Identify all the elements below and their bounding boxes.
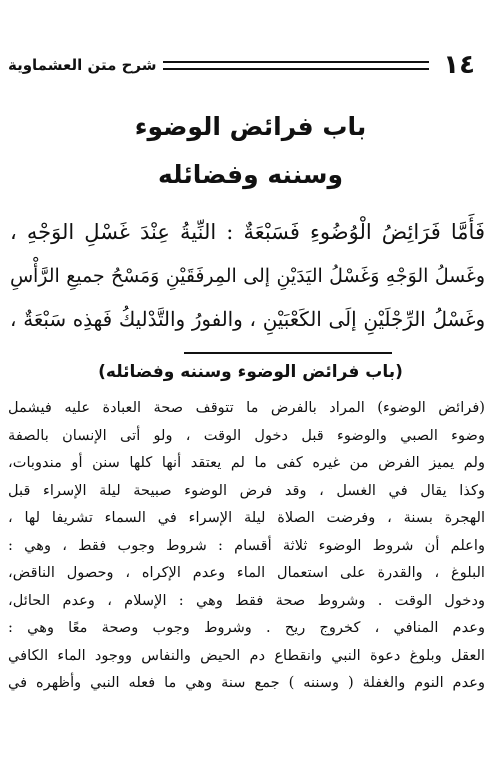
matn-text [10, 210, 485, 342]
commentary-line: الهجرة بسنة ، وفرضت الصلاة ليلة الإسراء في السماء تشريفا لها ، [8, 509, 485, 526]
commentary-heading: (باب فرائض الوضوء وسننه وفضائله) [98, 362, 403, 382]
commentary-line: وكذا يقال في الغسل ، وقد فرض الوضوء صبيحة ليلة الإسراء قبل [8, 481, 485, 499]
commentary-line: البلوغ ، والقدرة على استعمال الماء وعدم الإكراه ، وحصول الناقض، [8, 564, 485, 581]
commentary-line: وعدم المنافي ، كخروج ريح . وشروط وجوب وصحة معًا وهي : [8, 619, 485, 636]
header-rule [163, 61, 430, 70]
commentary-line: ودخول الوقت . وشروط صحة فقط وهي : الإسلام ، وعدم الحائل، [8, 591, 485, 609]
matn-line: وغَسْلُ الرِّجْلَيْنِ إلَى الكَعْبَيْنِ ، والفورُ والتَّدْليكُ فَهذِه سَبْعَةٌ ، [10, 308, 485, 331]
page-number: ١٤ [443, 50, 475, 80]
section-divider [184, 352, 392, 354]
commentary-line: العقل وبلوغ دعوة النبي وانقطاع دم الحيض والنفاس ووجود الماء الكافي [8, 646, 485, 664]
matn-line: وغَسلُ الوَجْهِ وَغَسْلُ اليَدَيْنِ إلى المِرفَقَيْنِ وَمَسْحُ جميعِ الرَّأْسِ [10, 265, 485, 287]
commentary-line: واعلم أن شروط الوضوء ثلاثة أقسام : شروط وجوب فقط ، وهي : [8, 536, 485, 554]
running-title: شرح متن العشماوية [8, 56, 157, 74]
matn-line: فَأَمَّا فَرَائِضُ الْوُضُوءِ فَسَبْعَةٌ : النِّيةُ عِنْدَ غَسْلِ الوَجْهِ ، [10, 220, 485, 244]
page-header [8, 48, 475, 82]
commentary-line: (فرائض الوضوء) المراد بالفرض ما تتوقف صحة العبادة عليه فيشمل [8, 399, 485, 416]
chapter-subtitle: وسننه وفضائله [157, 160, 344, 189]
commentary-text [8, 394, 485, 697]
commentary-line: وعدم النوم والغفلة ( وسننه ) جمع سنة وهي ما فعله النبي وأظهره في [8, 674, 485, 691]
commentary-line: وضوء الصبي والوضوء قبل دخول الوقت ، ولو أتى الإنسان بالصفة [8, 426, 485, 444]
commentary-line: ولم يميز الفرض من غيره كفى ما لم يعتقد أنها كلها سنن أو مندوبات، [8, 454, 485, 471]
chapter-title: باب فرائض الوضوء [134, 112, 367, 141]
